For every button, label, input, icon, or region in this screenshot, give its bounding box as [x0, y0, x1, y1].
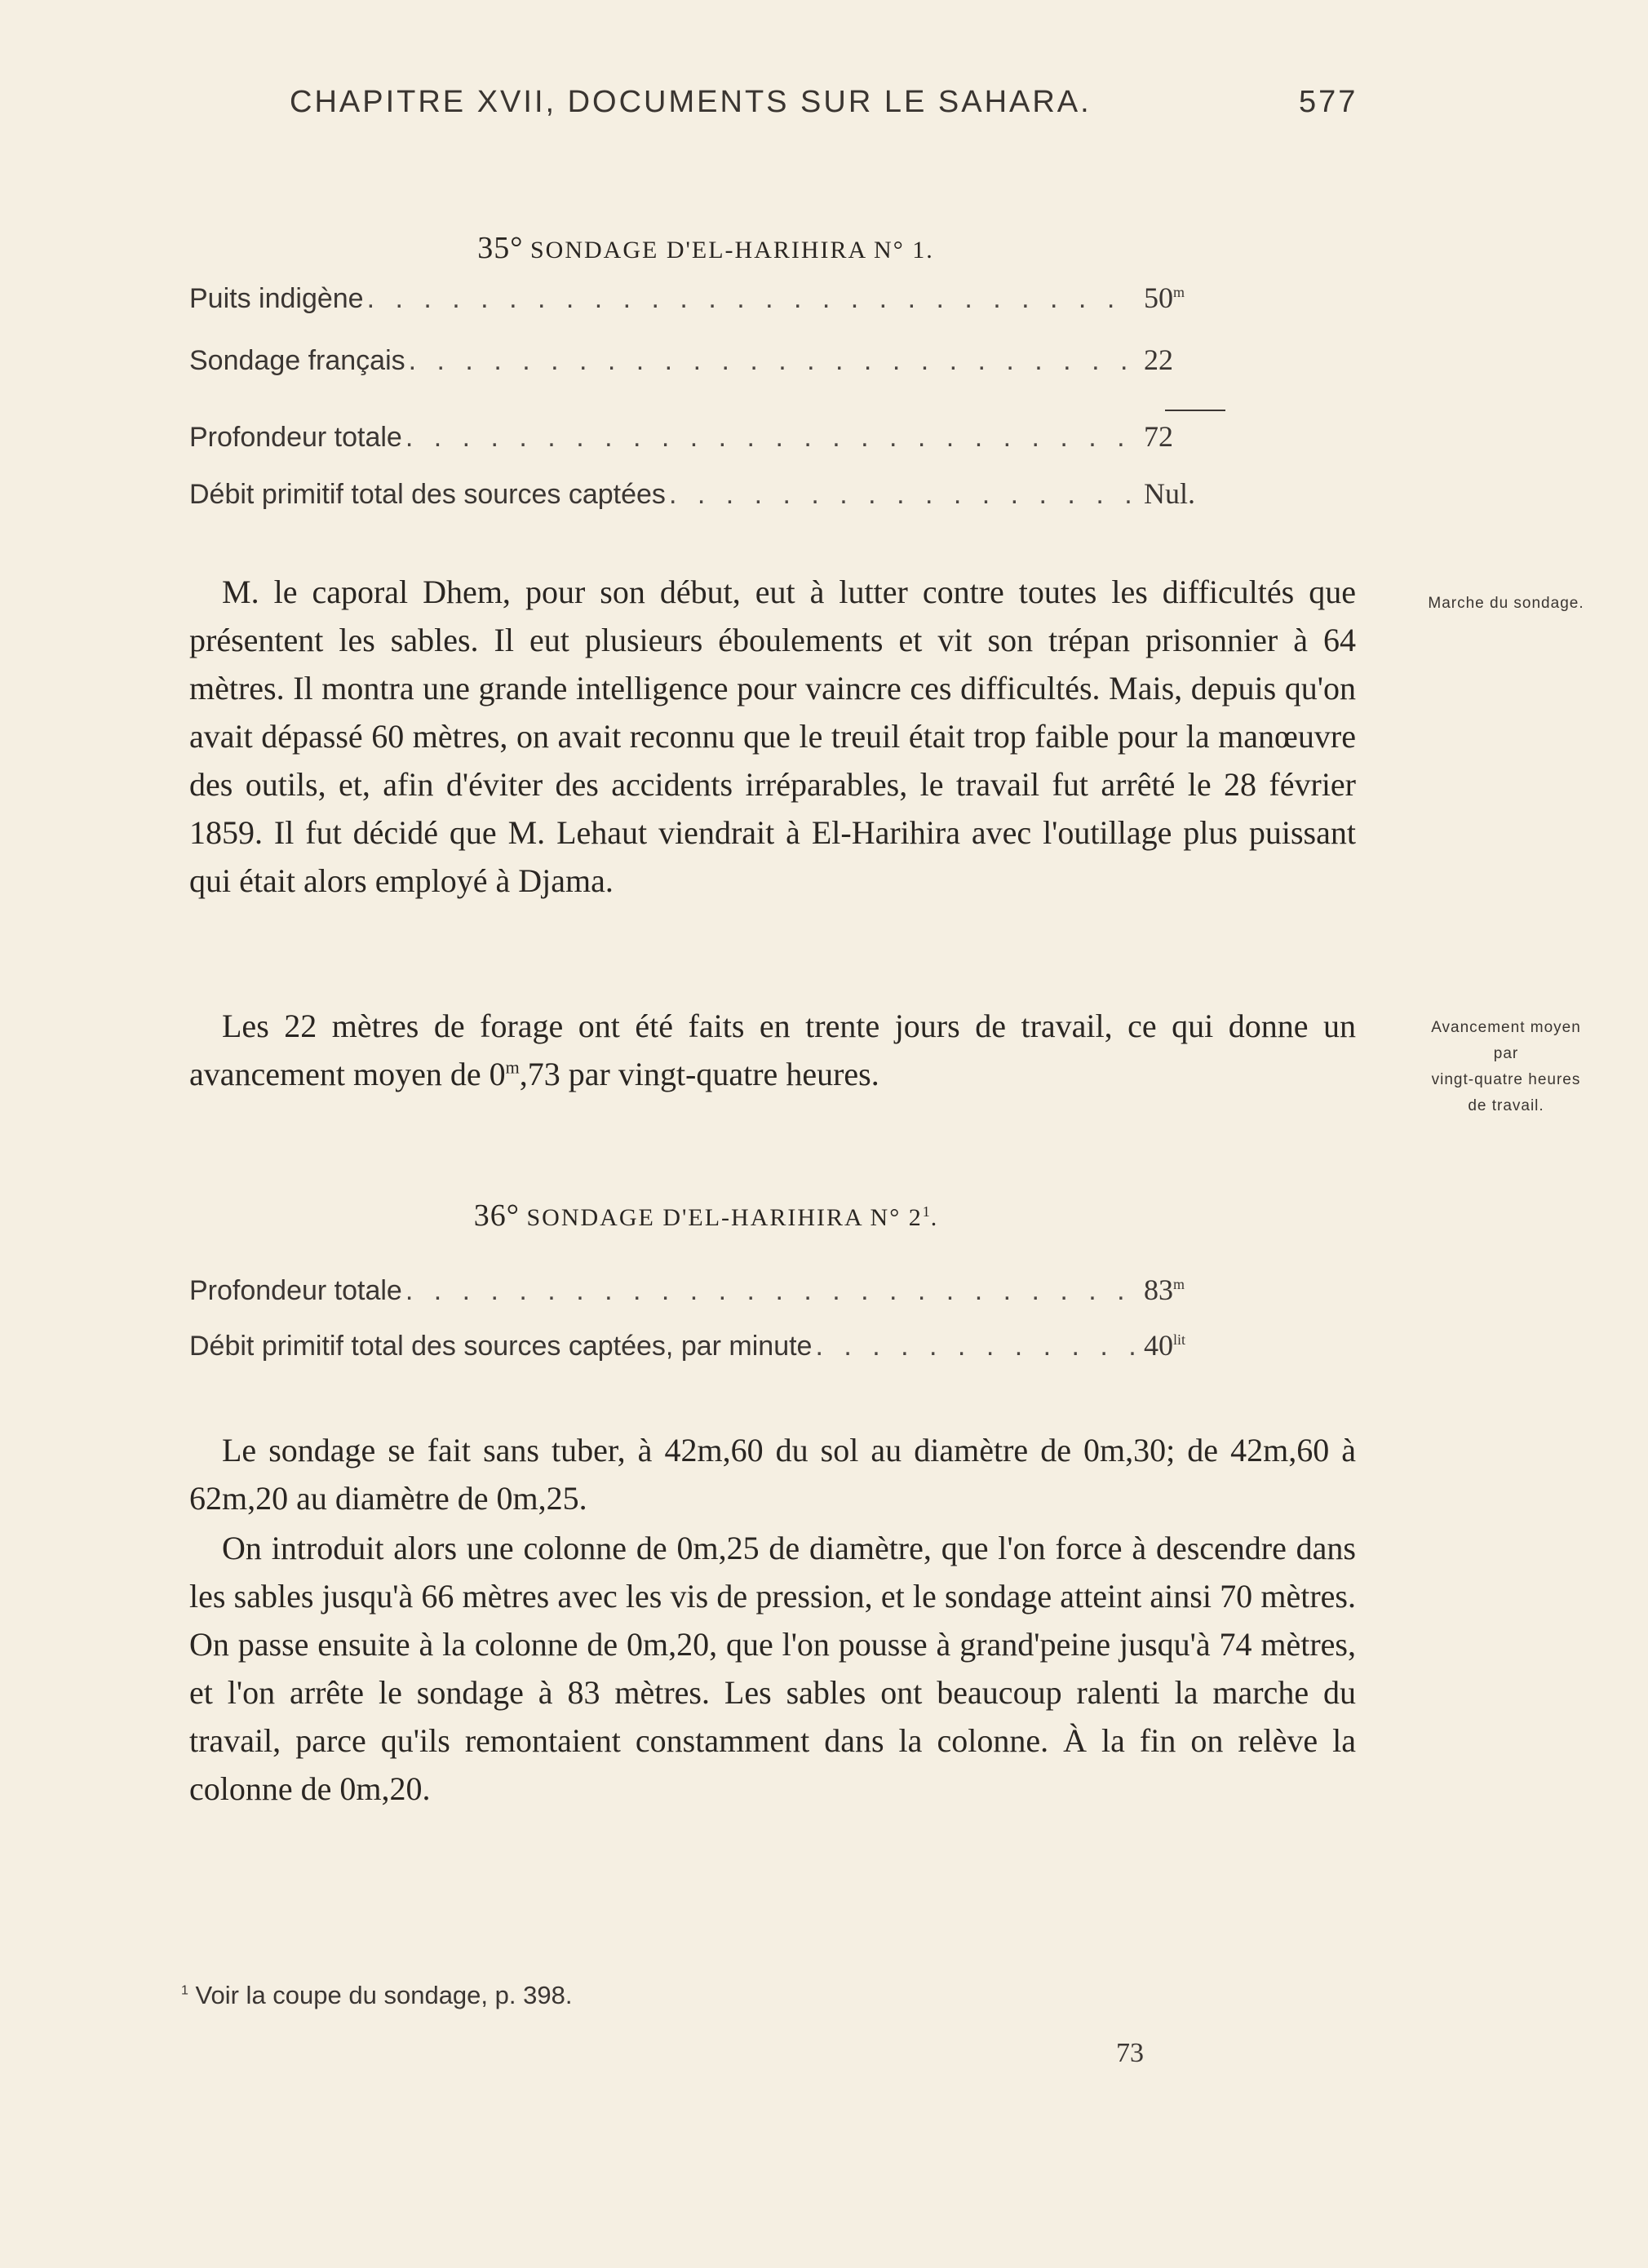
row-label: Sondage français	[189, 345, 405, 376]
section-35-title	[0, 230, 1411, 266]
signature-mark: 73	[1116, 2038, 1144, 2068]
row-label: Profondeur totale	[189, 422, 402, 453]
row-label: Profondeur totale	[189, 1275, 402, 1306]
leader-dots	[409, 345, 1134, 377]
paragraph-colonne: On introduit alors une colonne de 0m,25 de diamètre, que l'on force à descendre dans les sables jusqu'à 66 mètres avec les vis de pression, et le sondage atteint ainsi 70 mètres. On passe ensuite à la colonne de 0m,20, que l'on pousse à grand'peine jusqu'à 74 mètres, et l'on arrête le sondage à 83 mètres. Les sables ont beaucoup ralenti la marche du travail, parce qu'ils remontaient constamment dans la colonne. À la fin on relève la colonne de 0m,20.	[189, 1530, 1356, 1807]
footnote-text: Voir la coupe du sondage, p. 398.	[195, 1981, 573, 2009]
paragraph-avancement: Les 22 mètres de forage ont été faits en trente jours de travail, ce qui donne un avancement moyen de 0$^m$,73 par vingt-quatre heures.	[189, 1008, 1356, 1092]
row-label: Débit primitif total des sources captées	[189, 479, 666, 510]
row-value: 50$^m$	[1144, 281, 1185, 314]
leader-dots	[815, 1331, 1134, 1362]
leader-dots	[405, 1275, 1134, 1307]
row-value: Nul.	[1144, 477, 1195, 510]
table-row	[189, 476, 1225, 514]
page-number: 577	[1299, 85, 1358, 119]
sum-rule	[1165, 410, 1225, 411]
section-36-heading: SONDAGE D'EL-HARIHIRA N° 2	[526, 1204, 923, 1231]
margin-note-avancement: Avancement moyen par vingt-quatre heures de travail.	[1431, 1019, 1581, 1114]
row-label: Débit primitif total des sources captées, par minute	[189, 1331, 813, 1362]
footnote-ref: 1	[922, 1203, 931, 1220]
row-value: 83$^m$	[1144, 1274, 1185, 1306]
table-row	[189, 1273, 1225, 1310]
paragraph-tuber: Le sondage se fait sans tuber, à 42m,60 du sol au diamètre de 0m,30; de 42m,60 à 62m,20 au diamètre de 0m,25.	[189, 1432, 1356, 1517]
table-row	[189, 343, 1225, 380]
table-row	[189, 1328, 1225, 1366]
paragraph-dhem: M. le caporal Dhem, pour son début, eut à lutter contre toutes les difficultés que présentent les sables. Il eut plusieurs éboulements et vit son trépan prisonnier à 64 mètres. Il montra une grande intelligence pour vaincre ces difficultés. Mais, depuis qu'on avait dépassé 60 mètres, on avait reconnu que le treuil était trop faible pour la manœuvre des outils, et, afin d'éviter des accidents irréparables, le travail fut arrêté le 28 février 1859. Il fut décidé que M. Lehaut viendrait à El-Harihira avec l'outillage plus puissant qui était alors employé à Djama.	[189, 574, 1356, 899]
row-value: 72	[1144, 420, 1173, 453]
table-row	[189, 281, 1225, 318]
leader-dots	[405, 422, 1134, 454]
section-36-number: 36°	[473, 1198, 520, 1233]
row-value: $40^{lit}$	[1144, 1329, 1186, 1362]
footnote-marker: 1	[181, 1983, 188, 1998]
chapter-title: CHAPITRE XVII, DOCUMENTS SUR LE SAHARA.	[290, 85, 1092, 119]
row-label: Puits indigène	[189, 283, 364, 314]
footnote	[181, 1981, 572, 2010]
leader-dots	[367, 283, 1134, 315]
margin-note-marche: Marche du sondage.	[1428, 595, 1584, 612]
row-value: 22	[1144, 343, 1173, 376]
section-35-number: 35°	[477, 231, 524, 265]
running-header	[0, 85, 1648, 126]
section-35-heading: SONDAGE D'EL-HARIHIRA N° 1.	[529, 237, 934, 264]
table-row	[189, 419, 1225, 457]
leader-dots	[669, 479, 1134, 511]
section-36-title: 36° SONDAGE D'EL-HARIHIRA N° $2^1$.	[473, 1198, 938, 1233]
